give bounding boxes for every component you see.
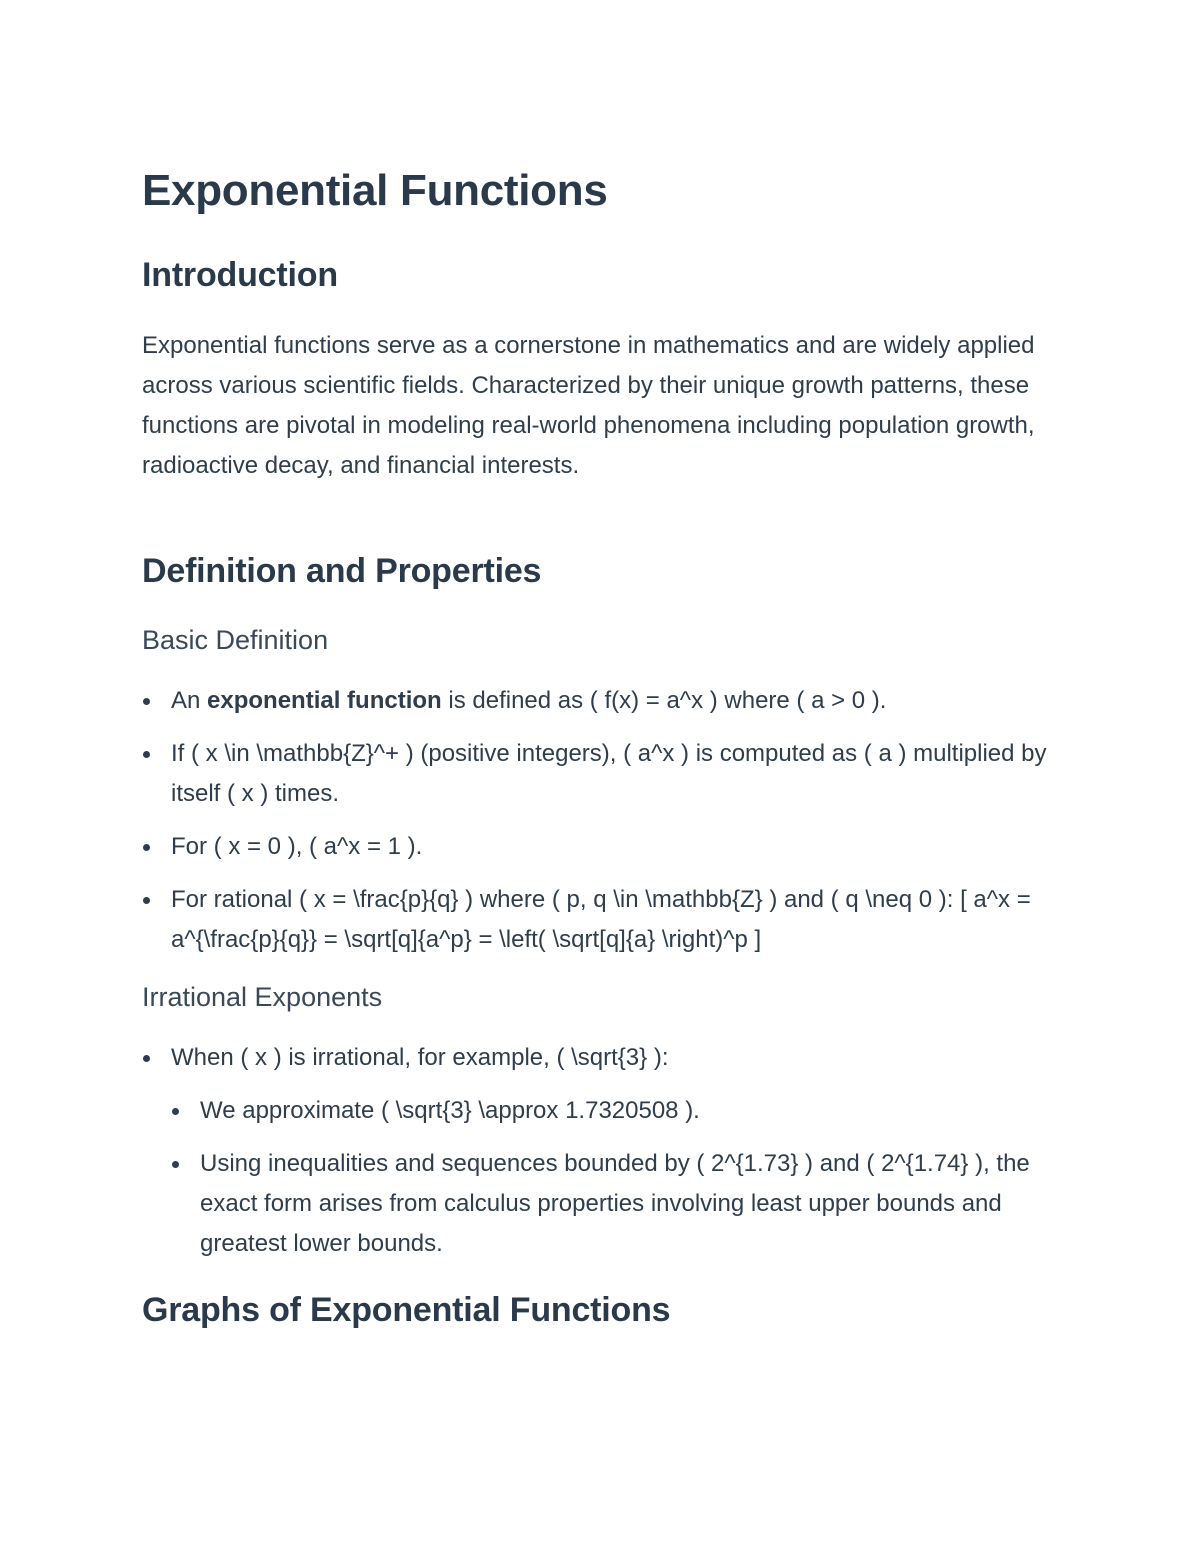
list-item-text-post: is defined as ( f(x) = a^x ) where ( a > 0 ). (441, 687, 887, 714)
nested-list (171, 1091, 1057, 1264)
list-item-text-pre: An (171, 687, 208, 714)
subheading-basic-definition: Basic Definition (142, 625, 329, 655)
page-title: Exponential Functions (142, 166, 608, 215)
nested-list-item: We approximate ( \sqrt{3} \approx 1.7320508 ). (171, 1091, 1057, 1131)
introduction-paragraph: Exponential functions serve as a cornerstone in mathematics and are widely applied across various scientific fields. Characterized by their unique growth patterns, these functions are pivotal in modeling real-world phenomena including population growth, radioactive decay, and financial interests. (142, 332, 1035, 479)
irrational-exponents-list (142, 1038, 1057, 1277)
list-item: For rational ( x = \frac{p}{q} ) where ( p, q \in \mathbb{Z} ) and ( q \neq 0 ): [ a^x = a^{\frac{p}{q}} = \sqrt[q]{a^p} = \left( \sqrt[q]{a} \right)^p ] (142, 880, 1057, 960)
list-item-text: When ( x ) is irrational, for example, ( \sqrt{3} ): (171, 1044, 669, 1071)
bold-term-exponential-function: exponential function (207, 687, 442, 714)
list-item: For ( x = 0 ), ( a^x = 1 ). (142, 827, 1057, 867)
section-heading-graphs: Graphs of Exponential Functions (142, 1291, 671, 1329)
list-item: If ( x \in \mathbb{Z}^+ ) (positive integers), ( a^x ) is computed as ( a ) multiplied by itself ( x ) times. (142, 734, 1057, 814)
nested-list-item: Using inequalities and sequences bounded by ( 2^{1.73} ) and ( 2^{1.74} ), the exact form arises from calculus properties involving least upper bounds and greatest lower bounds. (171, 1144, 1057, 1264)
basic-definition-list (142, 681, 1057, 973)
section-heading-definition-properties: Definition and Properties (142, 552, 542, 590)
list-item (142, 681, 1057, 721)
subheading-irrational-exponents: Irrational Exponents (142, 982, 383, 1012)
section-heading-introduction: Introduction (142, 256, 338, 294)
list-item (142, 1038, 1057, 1264)
